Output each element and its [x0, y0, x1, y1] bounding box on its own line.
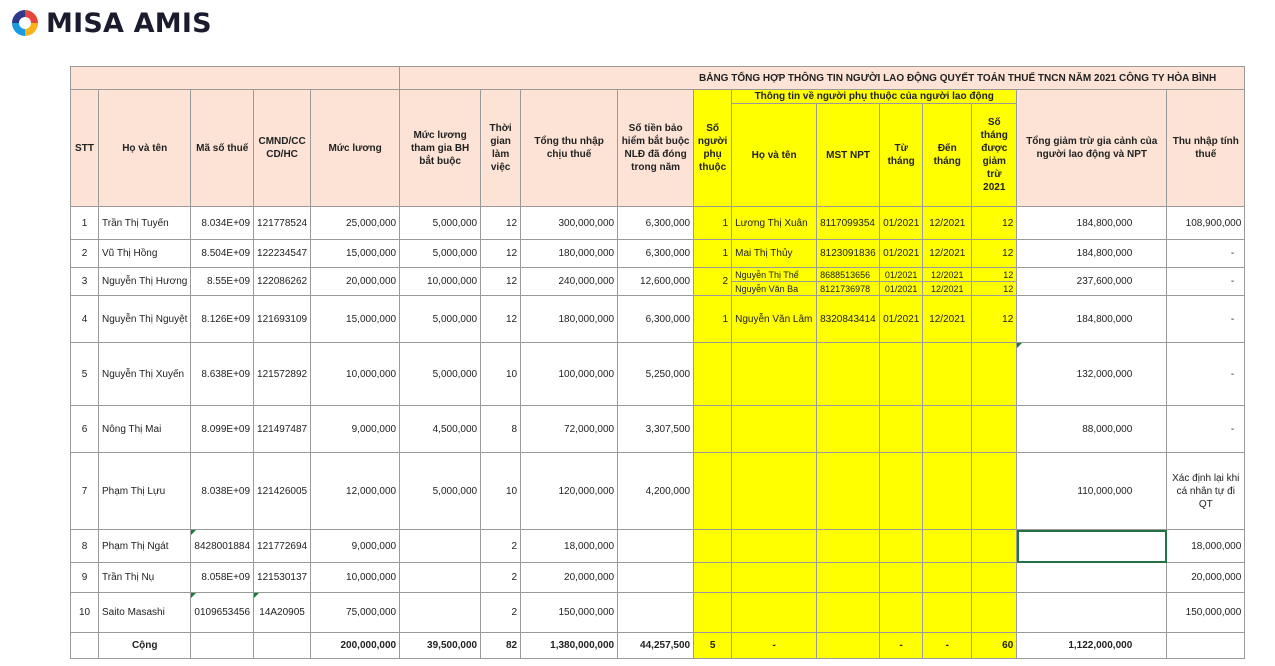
cell-insurance[interactable]: [618, 530, 694, 563]
cell-dependent-count[interactable]: [694, 530, 732, 563]
cell-months[interactable]: 12: [481, 207, 521, 240]
header-dependents-group: Thông tin về người phụ thuộc của người lao động: [732, 90, 1017, 104]
cell-dependent-count[interactable]: [694, 343, 732, 406]
cell-to[interactable]: 12/2021: [923, 268, 972, 282]
cell-dependent-count[interactable]: 1: [694, 207, 732, 240]
cell-dependent-count[interactable]: 2: [694, 268, 732, 296]
table-row: [71, 296, 1245, 343]
cell-income[interactable]: 180,000,000: [521, 240, 618, 268]
table-row: [71, 406, 1245, 453]
header-taxable-income: Tổng thu nhập chịu thuế: [521, 90, 618, 207]
cell-dependent-count[interactable]: [694, 406, 732, 453]
cell-taxable-note[interactable]: Xác định lại khi cá nhân tự đi QT: [1167, 453, 1245, 530]
cell-dependent-count[interactable]: 1: [694, 296, 732, 343]
cell-dependent-name[interactable]: [732, 343, 817, 406]
cell-from[interactable]: 01/2021: [880, 240, 923, 268]
cell-salary[interactable]: 25,000,000: [311, 207, 400, 240]
table-row: [71, 268, 1245, 282]
cell-to[interactable]: [923, 343, 972, 406]
header-taxable: Thu nhập tính thuế: [1167, 90, 1245, 207]
cell-dep-months[interactable]: 12: [972, 296, 1017, 343]
cell-name[interactable]: Trần Thị Tuyến: [99, 207, 191, 240]
cell-mst[interactable]: 8.504E+09: [191, 240, 254, 268]
cell-to[interactable]: 12/2021: [923, 296, 972, 343]
cell-dep-months[interactable]: 12: [972, 268, 1017, 282]
cell-dependent-name[interactable]: [732, 453, 817, 530]
cell-dep-months[interactable]: 12: [972, 207, 1017, 240]
total-dependent-count[interactable]: 5: [694, 633, 732, 659]
cell-months[interactable]: 10: [481, 343, 521, 406]
cell-dep-months[interactable]: [972, 563, 1017, 593]
cell-taxable[interactable]: -: [1167, 406, 1245, 453]
spreadsheet: [70, 66, 1245, 659]
cell-insured[interactable]: 5,000,000: [400, 207, 481, 240]
cell-mst[interactable]: 0109653456: [191, 593, 254, 633]
cell-dependent-name[interactable]: [732, 593, 817, 633]
cell-income[interactable]: 100,000,000: [521, 343, 618, 406]
table-row: [71, 453, 1245, 530]
cell-name[interactable]: Nguyễn Thị Hương: [99, 268, 191, 296]
cell-dependent-name[interactable]: [732, 406, 817, 453]
header-cmnd: CMND/CC CD/HC: [254, 90, 311, 207]
cell-deduction[interactable]: 184,800,000: [1017, 207, 1167, 240]
cell-insured[interactable]: [400, 530, 481, 563]
cell-stt[interactable]: 4: [71, 296, 99, 343]
cell-cmnd[interactable]: 122234547: [254, 240, 311, 268]
total-from[interactable]: -: [880, 633, 923, 659]
cell-stt[interactable]: 5: [71, 343, 99, 406]
cell-salary[interactable]: 15,000,000: [311, 240, 400, 268]
cell-to[interactable]: 12/2021: [923, 282, 972, 296]
cell-months[interactable]: 2: [481, 530, 521, 563]
cell-name[interactable]: Nguyễn Thị Nguyệt: [99, 296, 191, 343]
header-from-month: Từ tháng: [880, 104, 923, 207]
total-salary[interactable]: 200,000,000: [311, 633, 400, 659]
cell-income[interactable]: 20,000,000: [521, 563, 618, 593]
header-months: Thời gian làm việc: [481, 90, 521, 207]
cell-salary[interactable]: 20,000,000: [311, 268, 400, 296]
cell-dep-months[interactable]: [972, 593, 1017, 633]
total-mst-npt[interactable]: [817, 633, 880, 659]
cell-insurance[interactable]: 6,300,000: [618, 207, 694, 240]
cell-insurance[interactable]: [618, 593, 694, 633]
header-insured-salary: Mức lương tham gia BH bắt buộc: [400, 90, 481, 207]
cell-deduction[interactable]: 132,000,000: [1017, 343, 1167, 406]
cell-stt[interactable]: 1: [71, 207, 99, 240]
total-dep-months[interactable]: 60: [972, 633, 1017, 659]
cell-months[interactable]: 2: [481, 593, 521, 633]
cell-insured[interactable]: 5,000,000: [400, 296, 481, 343]
cell-insurance[interactable]: 3,307,500: [618, 406, 694, 453]
cell-salary[interactable]: 9,000,000: [311, 530, 400, 563]
table-row: [71, 207, 1245, 240]
cell-dependent-count[interactable]: [694, 593, 732, 633]
cell-mst[interactable]: 8.638E+09: [191, 343, 254, 406]
cell-insurance[interactable]: 6,300,000: [618, 296, 694, 343]
cell-months[interactable]: 10: [481, 453, 521, 530]
cell-deduction[interactable]: 110,000,000: [1017, 453, 1167, 530]
misa-amis-logo: [10, 6, 212, 40]
cell-cmnd[interactable]: 121572892: [254, 343, 311, 406]
cell-cmnd[interactable]: 121772694: [254, 530, 311, 563]
cell-from[interactable]: 01/2021: [880, 296, 923, 343]
header-dependent-count: Số người phụ thuộc: [694, 90, 732, 207]
cell-mst-npt[interactable]: 8688513656: [817, 268, 880, 282]
cell-insurance[interactable]: 6,300,000: [618, 240, 694, 268]
total-income[interactable]: 1,380,000,000: [521, 633, 618, 659]
cell-dependent-count[interactable]: [694, 563, 732, 593]
header-name: Họ và tên: [99, 90, 191, 207]
cell-name[interactable]: Trần Thị Nụ: [99, 563, 191, 593]
cell-taxable[interactable]: 20,000,000: [1167, 563, 1245, 593]
cell-dependent-name[interactable]: [732, 563, 817, 593]
cell-cmnd[interactable]: 121530137: [254, 563, 311, 593]
cell-mst-npt[interactable]: 8123091836: [817, 240, 880, 268]
cell-salary[interactable]: 9,000,000: [311, 406, 400, 453]
cell-dependent-name[interactable]: Nguyễn Thị Thể: [732, 268, 817, 282]
cell-deduction[interactable]: 237,600,000: [1017, 268, 1167, 296]
cell-insurance[interactable]: 5,250,000: [618, 343, 694, 406]
cell-salary[interactable]: 15,000,000: [311, 296, 400, 343]
cell-mst-npt[interactable]: [817, 563, 880, 593]
total-mst[interactable]: [191, 633, 254, 659]
cell-months[interactable]: 2: [481, 563, 521, 593]
cell-stt[interactable]: 2: [71, 240, 99, 268]
cell-insured[interactable]: 10,000,000: [400, 268, 481, 296]
cell-dep-months[interactable]: [972, 406, 1017, 453]
cell-taxable[interactable]: -: [1167, 240, 1245, 268]
brand-name: MISA AMIS: [46, 7, 212, 39]
cell-insured[interactable]: [400, 563, 481, 593]
cell-mst[interactable]: 8.038E+09: [191, 453, 254, 530]
cell-cmnd[interactable]: 121778524: [254, 207, 311, 240]
cell-salary[interactable]: 12,000,000: [311, 453, 400, 530]
total-cmnd[interactable]: [254, 633, 311, 659]
cell-taxable[interactable]: 18,000,000: [1167, 530, 1245, 563]
cell-from[interactable]: [880, 530, 923, 563]
total-to[interactable]: -: [923, 633, 972, 659]
cell-insured[interactable]: 5,000,000: [400, 240, 481, 268]
cell-mst[interactable]: 8428001884: [191, 530, 254, 563]
cell-deduction[interactable]: [1017, 593, 1167, 633]
table-row: [71, 593, 1245, 633]
cell-name[interactable]: Vũ Thị Hồng: [99, 240, 191, 268]
header-insurance-paid: Số tiền bảo hiểm bắt buộc NLĐ đã đóng trong năm: [618, 90, 694, 207]
cell-deduction[interactable]: 184,800,000: [1017, 296, 1167, 343]
cell-from[interactable]: [880, 453, 923, 530]
cell-name[interactable]: Phạm Thị Ngát: [99, 530, 191, 563]
cell-deduction-selected[interactable]: [1017, 530, 1167, 563]
total-months[interactable]: 82: [481, 633, 521, 659]
cell-months[interactable]: 12: [481, 240, 521, 268]
cell-dep-months[interactable]: [972, 453, 1017, 530]
cell-taxable[interactable]: 150,000,000: [1167, 593, 1245, 633]
cell-stt[interactable]: 8: [71, 530, 99, 563]
cell-insurance[interactable]: 12,600,000: [618, 268, 694, 296]
title-blank: [71, 67, 400, 90]
total-insurance[interactable]: 44,257,500: [618, 633, 694, 659]
cell-to[interactable]: [923, 453, 972, 530]
tax-summary-table: [70, 66, 1245, 659]
cell-months[interactable]: 8: [481, 406, 521, 453]
cell-from[interactable]: 01/2021: [880, 268, 923, 282]
total-stt[interactable]: [71, 633, 99, 659]
header-mst-npt: MST NPT: [817, 104, 880, 207]
cell-name[interactable]: Saito Masashi: [99, 593, 191, 633]
cell-salary[interactable]: 10,000,000: [311, 343, 400, 406]
cell-dependent-name[interactable]: Nguyễn Văn Lâm: [732, 296, 817, 343]
cell-cmnd[interactable]: 122086262: [254, 268, 311, 296]
cell-taxable[interactable]: -: [1167, 296, 1245, 343]
cell-insured[interactable]: 4,500,000: [400, 406, 481, 453]
cell-income[interactable]: 180,000,000: [521, 296, 618, 343]
cell-cmnd[interactable]: 14A20905: [254, 593, 311, 633]
cell-mst-npt[interactable]: [817, 343, 880, 406]
cell-dependent-name[interactable]: Mai Thị Thủy: [732, 240, 817, 268]
cell-income[interactable]: 72,000,000: [521, 406, 618, 453]
table-row: [71, 240, 1245, 268]
cell-name[interactable]: Phạm Thị Lựu: [99, 453, 191, 530]
header-dependent-name: Họ và tên: [732, 104, 817, 207]
cell-dep-months[interactable]: [972, 343, 1017, 406]
header-deduction-months: Số tháng được giảm trừ 2021: [972, 104, 1017, 207]
cell-months[interactable]: 12: [481, 268, 521, 296]
cell-cmnd[interactable]: 121497487: [254, 406, 311, 453]
cell-insurance[interactable]: [618, 563, 694, 593]
cell-to[interactable]: 12/2021: [923, 240, 972, 268]
cell-mst[interactable]: 8.099E+09: [191, 406, 254, 453]
cell-salary[interactable]: 75,000,000: [311, 593, 400, 633]
cell-mst[interactable]: 8.126E+09: [191, 296, 254, 343]
table-row: [71, 343, 1245, 406]
total-row: [71, 633, 1245, 659]
cell-from[interactable]: [880, 593, 923, 633]
cell-mst-npt[interactable]: 8121736978: [817, 282, 880, 296]
cell-from[interactable]: 01/2021: [880, 207, 923, 240]
cell-stt[interactable]: 7: [71, 453, 99, 530]
cell-insured[interactable]: [400, 593, 481, 633]
cell-dep-months[interactable]: 12: [972, 282, 1017, 296]
cell-to[interactable]: [923, 593, 972, 633]
cell-dep-months[interactable]: 12: [972, 240, 1017, 268]
cell-to[interactable]: [923, 563, 972, 593]
cell-mst[interactable]: 8.034E+09: [191, 207, 254, 240]
header-mst: Mã số thuế: [191, 90, 254, 207]
total-taxable[interactable]: [1167, 633, 1245, 659]
cell-stt[interactable]: 3: [71, 268, 99, 296]
cell-mst-npt[interactable]: [817, 530, 880, 563]
cell-cmnd[interactable]: 121693109: [254, 296, 311, 343]
total-label[interactable]: Cộng: [99, 633, 191, 659]
cell-months[interactable]: 12: [481, 296, 521, 343]
cell-dependent-name[interactable]: Lương Thị Xuân: [732, 207, 817, 240]
cell-dependent-count[interactable]: [694, 453, 732, 530]
cell-income[interactable]: 300,000,000: [521, 207, 618, 240]
header-stt: STT: [71, 90, 99, 207]
cell-stt[interactable]: 6: [71, 406, 99, 453]
cell-mst-npt[interactable]: [817, 453, 880, 530]
cell-dependent-count[interactable]: 1: [694, 240, 732, 268]
cell-name[interactable]: Nguyễn Thị Xuyến: [99, 343, 191, 406]
cell-taxable[interactable]: -: [1167, 343, 1245, 406]
cell-stt[interactable]: 10: [71, 593, 99, 633]
cell-to[interactable]: [923, 406, 972, 453]
total-dependent-name[interactable]: -: [732, 633, 817, 659]
table-row: [71, 530, 1245, 563]
cell-to[interactable]: 12/2021: [923, 207, 972, 240]
cell-mst[interactable]: 8.55E+09: [191, 268, 254, 296]
cell-deduction[interactable]: [1017, 563, 1167, 593]
cell-to[interactable]: [923, 530, 972, 563]
total-insured[interactable]: 39,500,000: [400, 633, 481, 659]
cell-dependent-name[interactable]: [732, 530, 817, 563]
cell-deduction[interactable]: 184,800,000: [1017, 240, 1167, 268]
cell-from[interactable]: [880, 563, 923, 593]
cell-name[interactable]: Nông Thị Mai: [99, 406, 191, 453]
total-deduction[interactable]: 1,122,000,000: [1017, 633, 1167, 659]
cell-from[interactable]: 01/2021: [880, 282, 923, 296]
cell-stt[interactable]: 9: [71, 563, 99, 593]
cell-taxable[interactable]: 108,900,000: [1167, 207, 1245, 240]
cell-mst[interactable]: 8.058E+09: [191, 563, 254, 593]
cell-taxable[interactable]: -: [1167, 268, 1245, 296]
cell-cmnd[interactable]: 121426005: [254, 453, 311, 530]
cell-from[interactable]: [880, 343, 923, 406]
table-title: BẢNG TỔNG HỢP THÔNG TIN NGƯỜI LAO ĐỘNG QUYẾT TOÁN THUẾ TNCN NĂM 2021 CÔNG TY HÒA BÌNH: [400, 67, 1245, 90]
cell-insurance[interactable]: 4,200,000: [618, 453, 694, 530]
cell-income[interactable]: 240,000,000: [521, 268, 618, 296]
cell-insured[interactable]: 5,000,000: [400, 343, 481, 406]
cell-insured[interactable]: 5,000,000: [400, 453, 481, 530]
cell-mst-npt[interactable]: [817, 593, 880, 633]
cell-income[interactable]: 150,000,000: [521, 593, 618, 633]
cell-from[interactable]: [880, 406, 923, 453]
misa-logo-icon: [10, 8, 40, 38]
cell-mst-npt[interactable]: 8117099354: [817, 207, 880, 240]
cell-income[interactable]: 18,000,000: [521, 530, 618, 563]
cell-mst-npt[interactable]: 8320843414: [817, 296, 880, 343]
cell-mst-npt[interactable]: [817, 406, 880, 453]
cell-dependent-name[interactable]: Nguyễn Văn Ba: [732, 282, 817, 296]
header-salary: Mức lương: [311, 90, 400, 207]
table-row: [71, 563, 1245, 593]
cell-salary[interactable]: 10,000,000: [311, 563, 400, 593]
header-to-month: Đến tháng: [923, 104, 972, 207]
cell-deduction[interactable]: 88,000,000: [1017, 406, 1167, 453]
header-total-deduction: Tổng giảm trừ gia cảnh của người lao động và NPT: [1017, 90, 1167, 207]
cell-income[interactable]: 120,000,000: [521, 453, 618, 530]
cell-dep-months[interactable]: [972, 530, 1017, 563]
